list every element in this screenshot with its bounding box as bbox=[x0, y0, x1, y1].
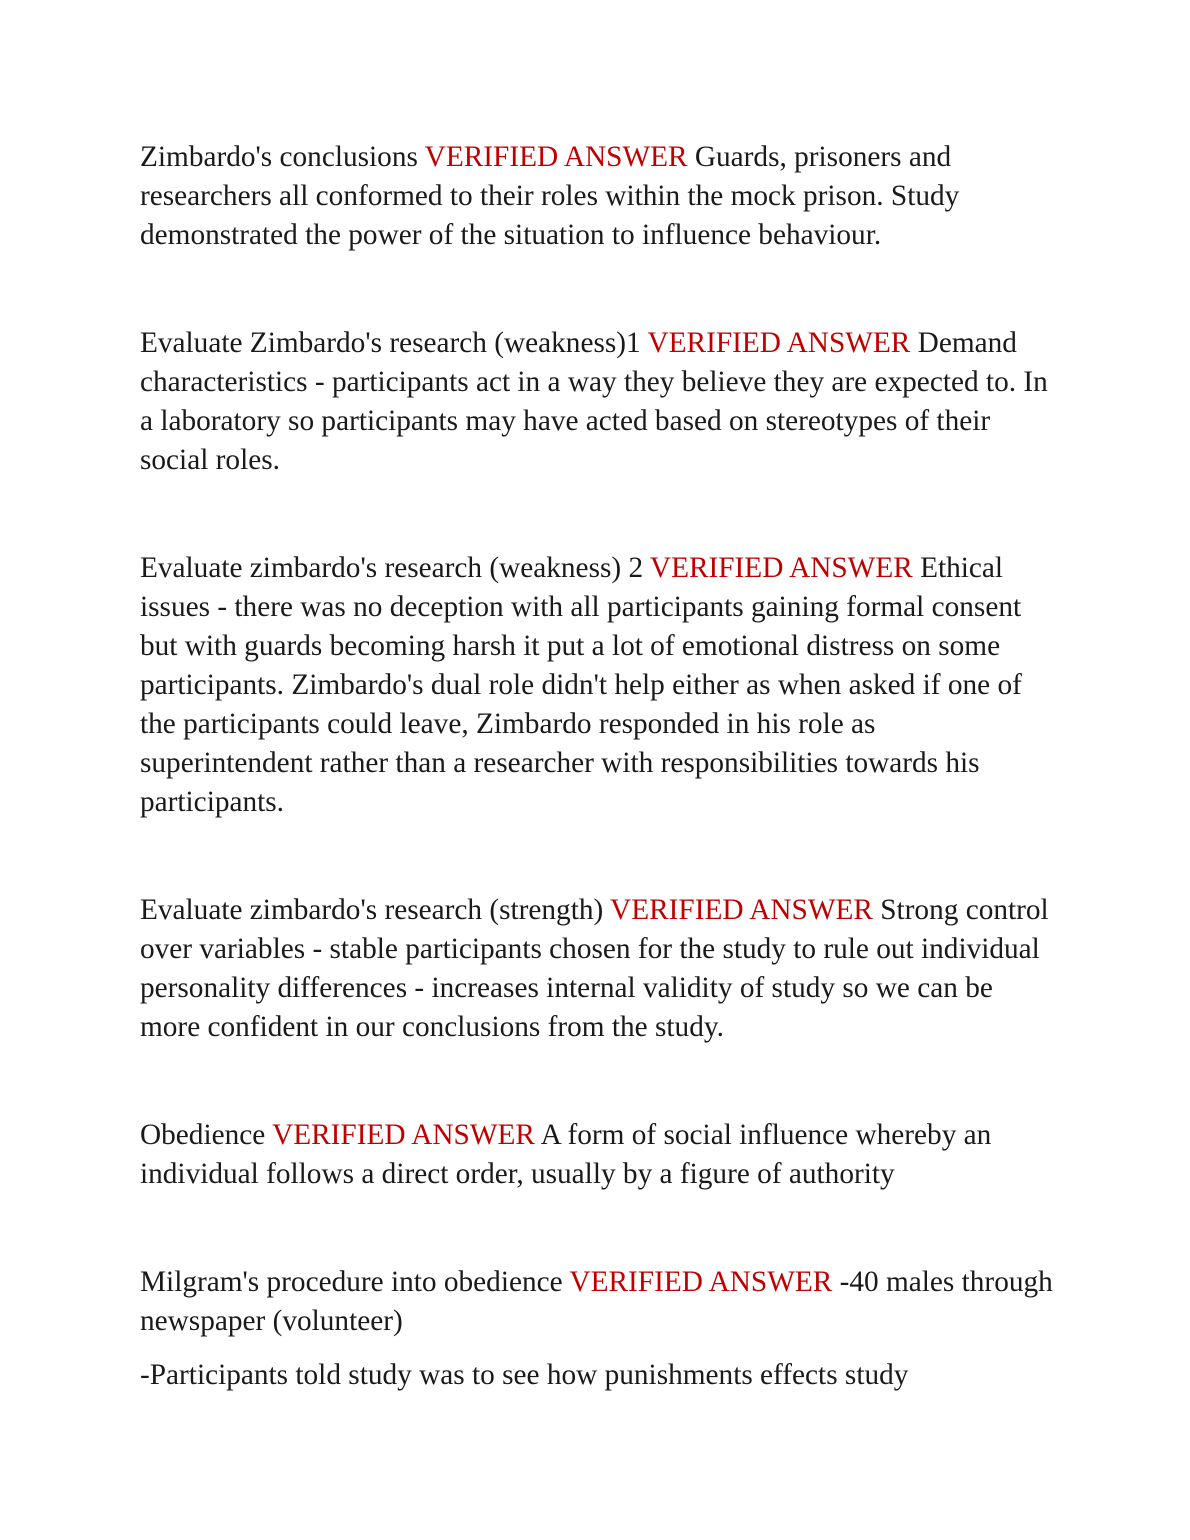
entry-extra-line: -Participants told study was to see how punishments effects study bbox=[140, 1359, 909, 1391]
verified-answer-label: VERIFIED ANSWER bbox=[272, 1119, 535, 1151]
qa-entry-zimbardo-weakness-1 bbox=[140, 324, 1055, 480]
entry-term: Obedience bbox=[140, 1119, 266, 1151]
entry-term: Milgram's procedure into obedience bbox=[140, 1266, 563, 1298]
qa-entry-zimbardo-weakness-2 bbox=[140, 549, 1055, 822]
entry-term: Evaluate zimbardo's research (weakness) 2 bbox=[140, 552, 644, 584]
entry-answer: Strong control over variables - stable participants chosen for the study to rule out individual personality differences - increases internal validity of study so we can be more confident in our conclusions from the study. bbox=[140, 894, 1049, 1043]
verified-answer-label: VERIFIED ANSWER bbox=[424, 141, 688, 173]
document-page bbox=[140, 138, 1055, 1395]
milgram-first-paragraph bbox=[140, 1263, 1055, 1341]
entry-term: Zimbardo's conclusions bbox=[140, 141, 418, 173]
entry-term: Evaluate Zimbardo's research (weakness)1 bbox=[140, 327, 641, 359]
qa-entry-zimbardo-strength bbox=[140, 891, 1055, 1047]
entry-answer: Demand characteristics - participants act in a way they believe they are expected to. In a laboratory so participants may have acted based on stereotypes of their social roles. bbox=[140, 327, 1048, 476]
entry-answer: Ethical issues - there was no deception with all participants gaining formal consent but with guards becoming harsh it put a lot of emotional distress on some participants. Zimbardo's dual role didn't help either as when asked if one of the participants could leave, Zimbardo responded in his role as superintendent rather than a researcher with responsibilities towards his participants. bbox=[140, 552, 1022, 818]
qa-entry-milgram-procedure bbox=[140, 1263, 1055, 1395]
verified-answer-label: VERIFIED ANSWER bbox=[610, 894, 873, 926]
qa-entry-zimbardo-conclusions bbox=[140, 138, 1055, 255]
verified-answer-label: VERIFIED ANSWER bbox=[649, 552, 913, 584]
verified-answer-label: VERIFIED ANSWER bbox=[569, 1266, 833, 1298]
entry-answer: A form of social influence whereby an individual follows a direct order, usually by a figure of authority bbox=[140, 1119, 992, 1190]
verified-answer-label: VERIFIED ANSWER bbox=[647, 327, 911, 359]
entry-answer: Guards, prisoners and researchers all conformed to their roles within the mock prison. Study demonstrated the power of the situation to influence behaviour. bbox=[140, 141, 960, 251]
entry-term: Evaluate zimbardo's research (strength) bbox=[140, 894, 604, 926]
entry-answer: -40 males through newspaper (volunteer) bbox=[140, 1266, 1053, 1337]
qa-entry-obedience bbox=[140, 1116, 1055, 1194]
